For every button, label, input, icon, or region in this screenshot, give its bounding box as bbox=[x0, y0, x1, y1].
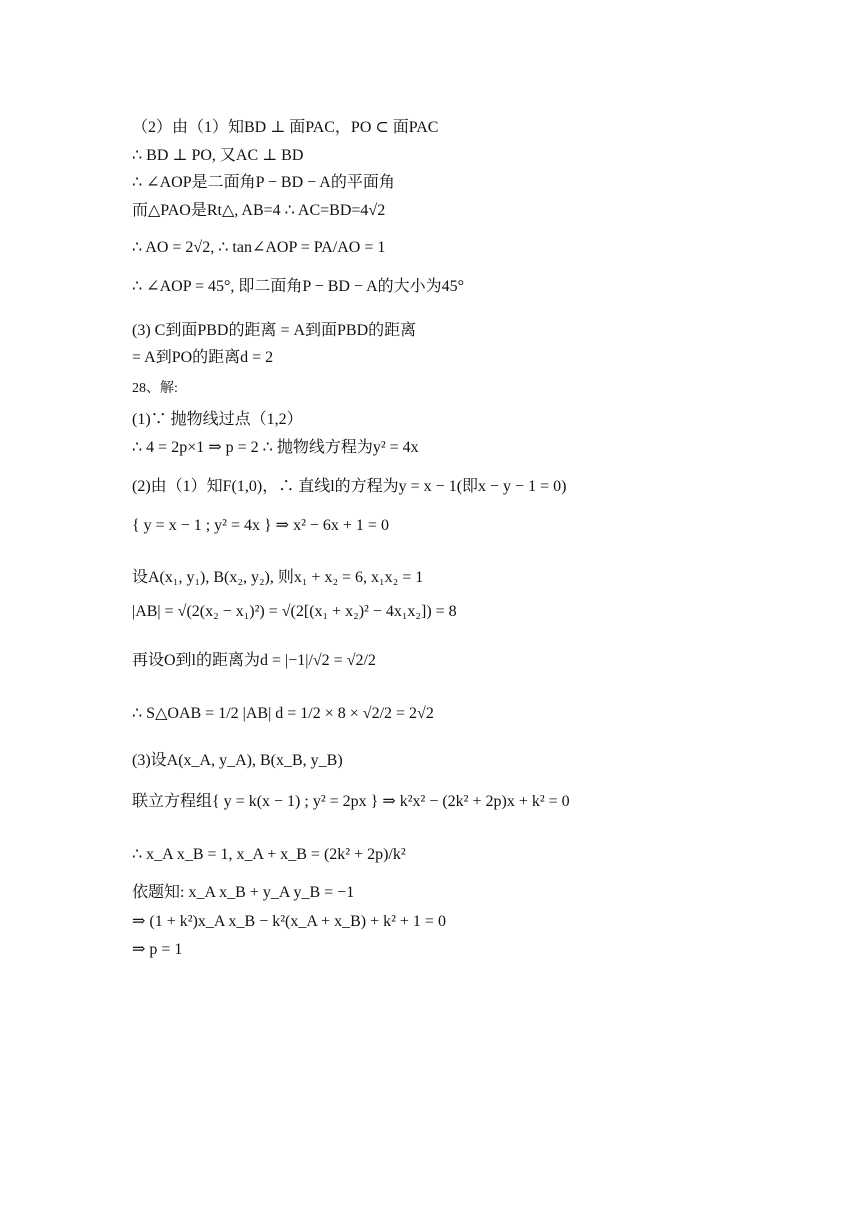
q28-part3-system: 联立方程组{ y = k(x − 1) ; y² = 2px } ⇒ k²x² − (2k² + 2p)x + k² = 0 bbox=[132, 793, 570, 810]
q28-part1-line1: (1)∵ 抛物线过点（1,2） bbox=[132, 411, 303, 428]
q28-part3-line3: ∴ x_A x_B = 1, x_A + x_B = (2k² + 2p)/k² bbox=[132, 846, 406, 863]
p2-line3: 而△PAO是Rt△, AB=4 ∴ AC=BD=4√2 bbox=[132, 202, 386, 219]
q28-part2-line1: (2)由（1）知F(1,0)，∴ 直线l的方程为y = x − 1(即x − y − 1 = 0) bbox=[132, 478, 567, 495]
q28-part2-system: { y = x − 1 ; y² = 4x } ⇒ x² − 6x + 1 = 0 bbox=[132, 517, 389, 534]
p2-line5: ∴ ∠AOP = 45°, 即二面角P − BD − A的大小为45° bbox=[132, 278, 465, 295]
q28-part3-line5: ⇒ (1 + k²)x_A x_B − k²(x_A + x_B) + k² + 1 = 0 bbox=[132, 913, 446, 930]
p3-line2: = A到PO的距离d = 2 bbox=[132, 349, 274, 366]
q28-part2-line5: 再设O到l的距离为d = |−1|/√2 = √2/2 bbox=[132, 652, 376, 669]
p3-line1: (3) C到面PBD的距离 = A到面PBD的距离 bbox=[132, 322, 417, 339]
p2-line4: ∴ AO = 2√2, ∴ tan∠AOP = PA/AO = 1 bbox=[132, 239, 386, 256]
p2-line1: ∴ BD ⊥ PO, 又AC ⊥ BD bbox=[132, 147, 304, 164]
q28-part3-line4: 依题知: x_A x_B + y_A y_B = −1 bbox=[132, 884, 355, 901]
p2-title: （2）由（1）知BD ⊥ 面PAC，PO ⊂ 面PAC bbox=[132, 119, 439, 136]
q28-part2-line6: ∴ S△OAB = 1/2 |AB| d = 1/2 × 8 × √2/2 = 2√2 bbox=[132, 705, 434, 722]
q28-part2-line4: |AB| = √(2(x₂ − x₁)²) = √(2[(x₁ + x₂)² − 4x₁x₂]) = 8 bbox=[132, 603, 457, 620]
q28-part3-line1: (3)设A(x_A, y_A), B(x_B, y_B) bbox=[132, 752, 343, 769]
q28-part2-line3: 设A(x₁, y₁), B(x₂, y₂), 则x₁ + x₂ = 6, x₁x₂ = 1 bbox=[132, 569, 424, 586]
q28-part3-line6: ⇒ p = 1 bbox=[132, 941, 183, 958]
p2-line2: ∴ ∠AOP是二面角P − BD − A的平面角 bbox=[132, 174, 395, 191]
question-28-heading: 28、解: bbox=[132, 381, 178, 396]
q28-part1-line2: ∴ 4 = 2p×1 ⇒ p = 2 ∴ 抛物线方程为y² = 4x bbox=[132, 439, 419, 456]
